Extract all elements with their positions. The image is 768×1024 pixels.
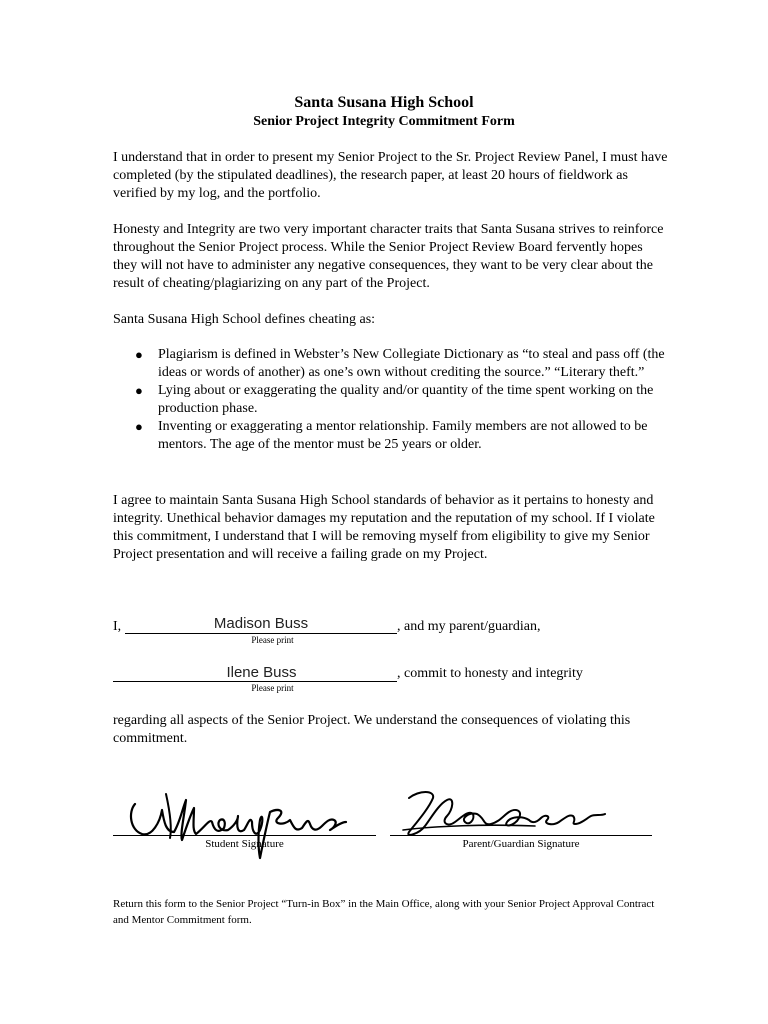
list-item-text: Lying about or exaggerating the quality and/or quantity of the time spent working on the production phase. — [158, 383, 654, 416]
list-item-text: Plagiarism is defined in Webster’s New Collegiate Dictionary as “to steal and pass off (the ideas or words of another) as one’s own without crediting the source.” “Literary theft.” — [158, 347, 665, 380]
bullet-icon: ● — [135, 383, 143, 398]
paragraph-consequences: regarding all aspects of the Senior Project. We understand the consequences of violating this commitment. — [113, 713, 631, 746]
bullet-icon: ● — [135, 419, 143, 434]
student-name-field[interactable]: Madison Buss — [213, 615, 309, 632]
paragraph-agreement: I agree to maintain Santa Susana High School standards of behavior as it pertains to honesty and integrity. Unethical behavior damages my reputation and the reputation of my school. If I violate this commitment, I understand that I will be removing myself from eligibility to give my Senior Project presentation and will receive a failing grade on my Project. — [113, 493, 655, 562]
list-item — [113, 346, 669, 382]
list-item — [113, 382, 669, 418]
parent-name-field[interactable]: Ilene Buss — [226, 664, 297, 681]
student-print-hint: Please print — [251, 635, 294, 645]
bullet-icon: ● — [135, 347, 143, 362]
commitment-prefix: I, — [113, 619, 122, 634]
parent-signature-caption: Parent/Guardian Signature — [462, 838, 580, 850]
student-signature-line — [113, 835, 376, 836]
parent-signature-line — [390, 835, 652, 836]
paragraph-cheating-intro: Santa Susana High School defines cheating as: — [113, 312, 376, 327]
list-item-text: Inventing or exaggerating a mentor relationship. Family members are not allowed to be mentors. The age of the mentor must be 25 years or older. — [158, 419, 648, 452]
cheating-definitions-list — [113, 346, 669, 454]
return-instructions: Return this form to the Senior Project “Turn-in Box” in the Main Office, along with your Senior Project Approval Contract and Mentor Commitment form. — [113, 898, 655, 926]
parent-print-hint: Please print — [251, 683, 294, 693]
paragraph-honesty: Honesty and Integrity are two very important character traits that Santa Susana strives to reinforce throughout the Senior Project process. While the Senior Project Review Board fervently hopes they will not have to administer any negative consequences, they want to be very clear about the result of cheating/plagiarizing on any part of the Project. — [113, 222, 664, 291]
commitment-after-parent: , commit to honesty and integrity — [397, 666, 583, 681]
student-signature-caption: Student Signature — [205, 838, 284, 850]
parent-signature-image — [395, 782, 625, 842]
student-name-line — [125, 633, 397, 634]
list-item — [113, 418, 669, 454]
commitment-after-student: , and my parent/guardian, — [397, 619, 541, 634]
school-name: Santa Susana High School — [294, 94, 474, 111]
form-title: Senior Project Integrity Commitment Form — [253, 114, 515, 129]
paragraph-requirements: I understand that in order to present my Senior Project to the Sr. Project Review Panel, I must have completed (by the stipulated deadlines), the research paper, at least 20 hours of fieldwork as verified by my log, and the portfolio. — [113, 150, 668, 201]
